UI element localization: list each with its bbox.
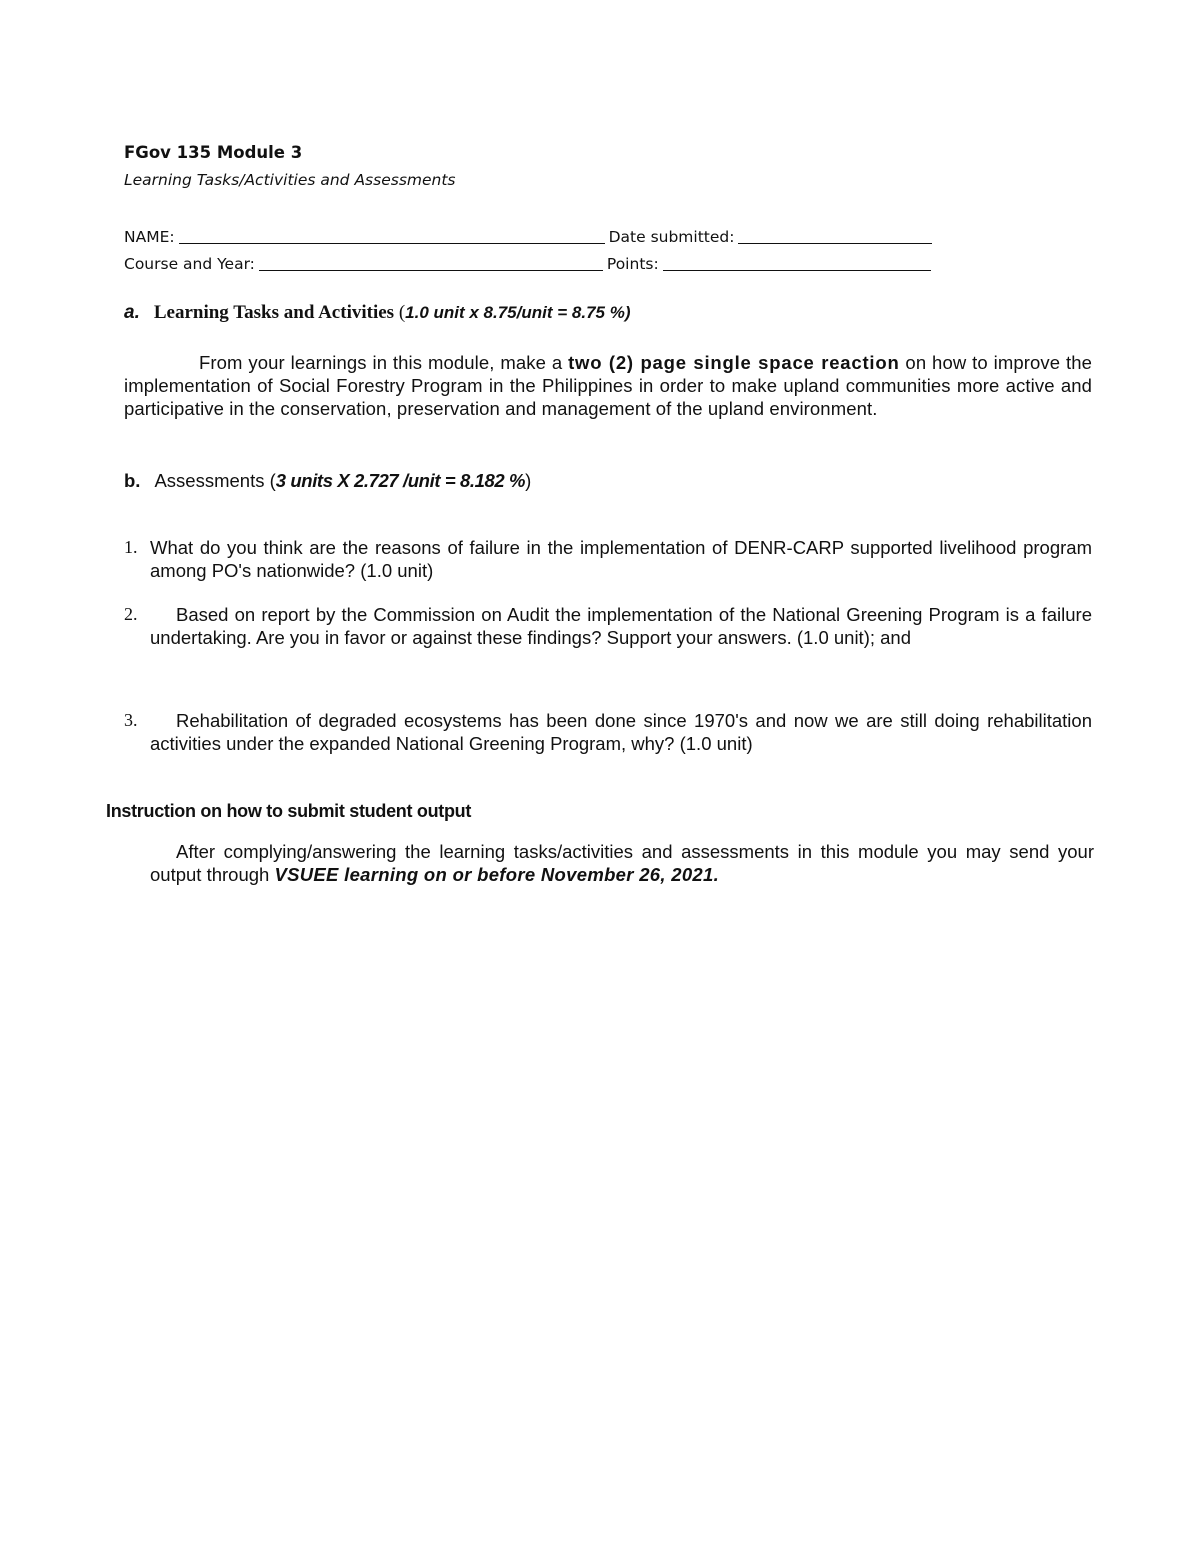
date-submitted-label: Date submitted: (608, 228, 735, 246)
course-points-row (124, 251, 931, 273)
paragraph-emphasis: two (2) page single space reaction (568, 352, 900, 373)
paragraph-text: on how to improve the implementation of Social Forestry Program in the Philippines in order to make upland communities more active and participative in the conservation, preservation and management of the upland environment. (124, 352, 1093, 419)
question-text: What do you think are the reasons of failure in the implementation of DENR-CARP supported livelihood program among PO's nationwide? (1.0 unit) (150, 537, 1092, 581)
instruction-paragraph (150, 840, 1094, 886)
document-subtitle: Learning Tasks/Activities and Assessments (124, 171, 456, 189)
section-a-formula: 1.0 unit x 8.75/unit = 8.75 %) (405, 303, 631, 322)
paragraph-text: From your learnings in this module, make a (199, 352, 569, 373)
question-number: 1. (124, 537, 138, 557)
section-a-paragraph (124, 351, 1092, 420)
name-blank-line (179, 227, 605, 244)
question-number: 2. (124, 604, 138, 624)
section-b-title: Assessments ( (154, 470, 276, 491)
section-b-letter: b. (124, 470, 141, 491)
name-date-row (124, 224, 932, 246)
section-a-heading (124, 302, 630, 324)
section-b-close: ) (525, 470, 532, 491)
section-a-paren: ( (398, 302, 406, 323)
instruction-text: After complying/answering the learning tasks/activities and assessments in this module you may send your output through (150, 841, 1094, 885)
course-blank-line (259, 254, 603, 271)
instruction-period: . (713, 864, 720, 885)
section-b-formula: 3 units X 2.727 /unit = 8.182 % (275, 470, 526, 491)
course-year-label: Course and Year: (124, 255, 255, 273)
points-label: Points: (606, 255, 659, 273)
course-title: FGov 135 Module 3 (124, 143, 303, 162)
name-label: NAME: (124, 228, 175, 246)
question-text: Rehabilitation of degraded ecosystems has been done since 1970's and now we are still doing rehabilitation activities under the expanded National Greening Program, why? (1.0 unit) (150, 710, 1092, 754)
question-item (124, 709, 1092, 755)
instruction-title: Instruction on how to submit student output (106, 801, 472, 821)
date-blank-line (738, 227, 932, 244)
section-a-title: Learning Tasks and Activities (153, 302, 395, 323)
instruction-deadline: VSUEE learning on or before November 26, 2021 (274, 864, 714, 885)
section-b-heading (124, 470, 531, 492)
question-number: 3. (124, 710, 138, 730)
section-a-letter: a. (124, 302, 140, 323)
question-item (124, 536, 1092, 582)
question-item (124, 603, 1092, 649)
question-text: Based on report by the Commission on Audit the implementation of the National Greening Program is a failure undertaking. Are you in favor or against these findings? Support your answers. (1.0 unit); and (150, 604, 1092, 648)
points-blank-line (663, 254, 931, 271)
